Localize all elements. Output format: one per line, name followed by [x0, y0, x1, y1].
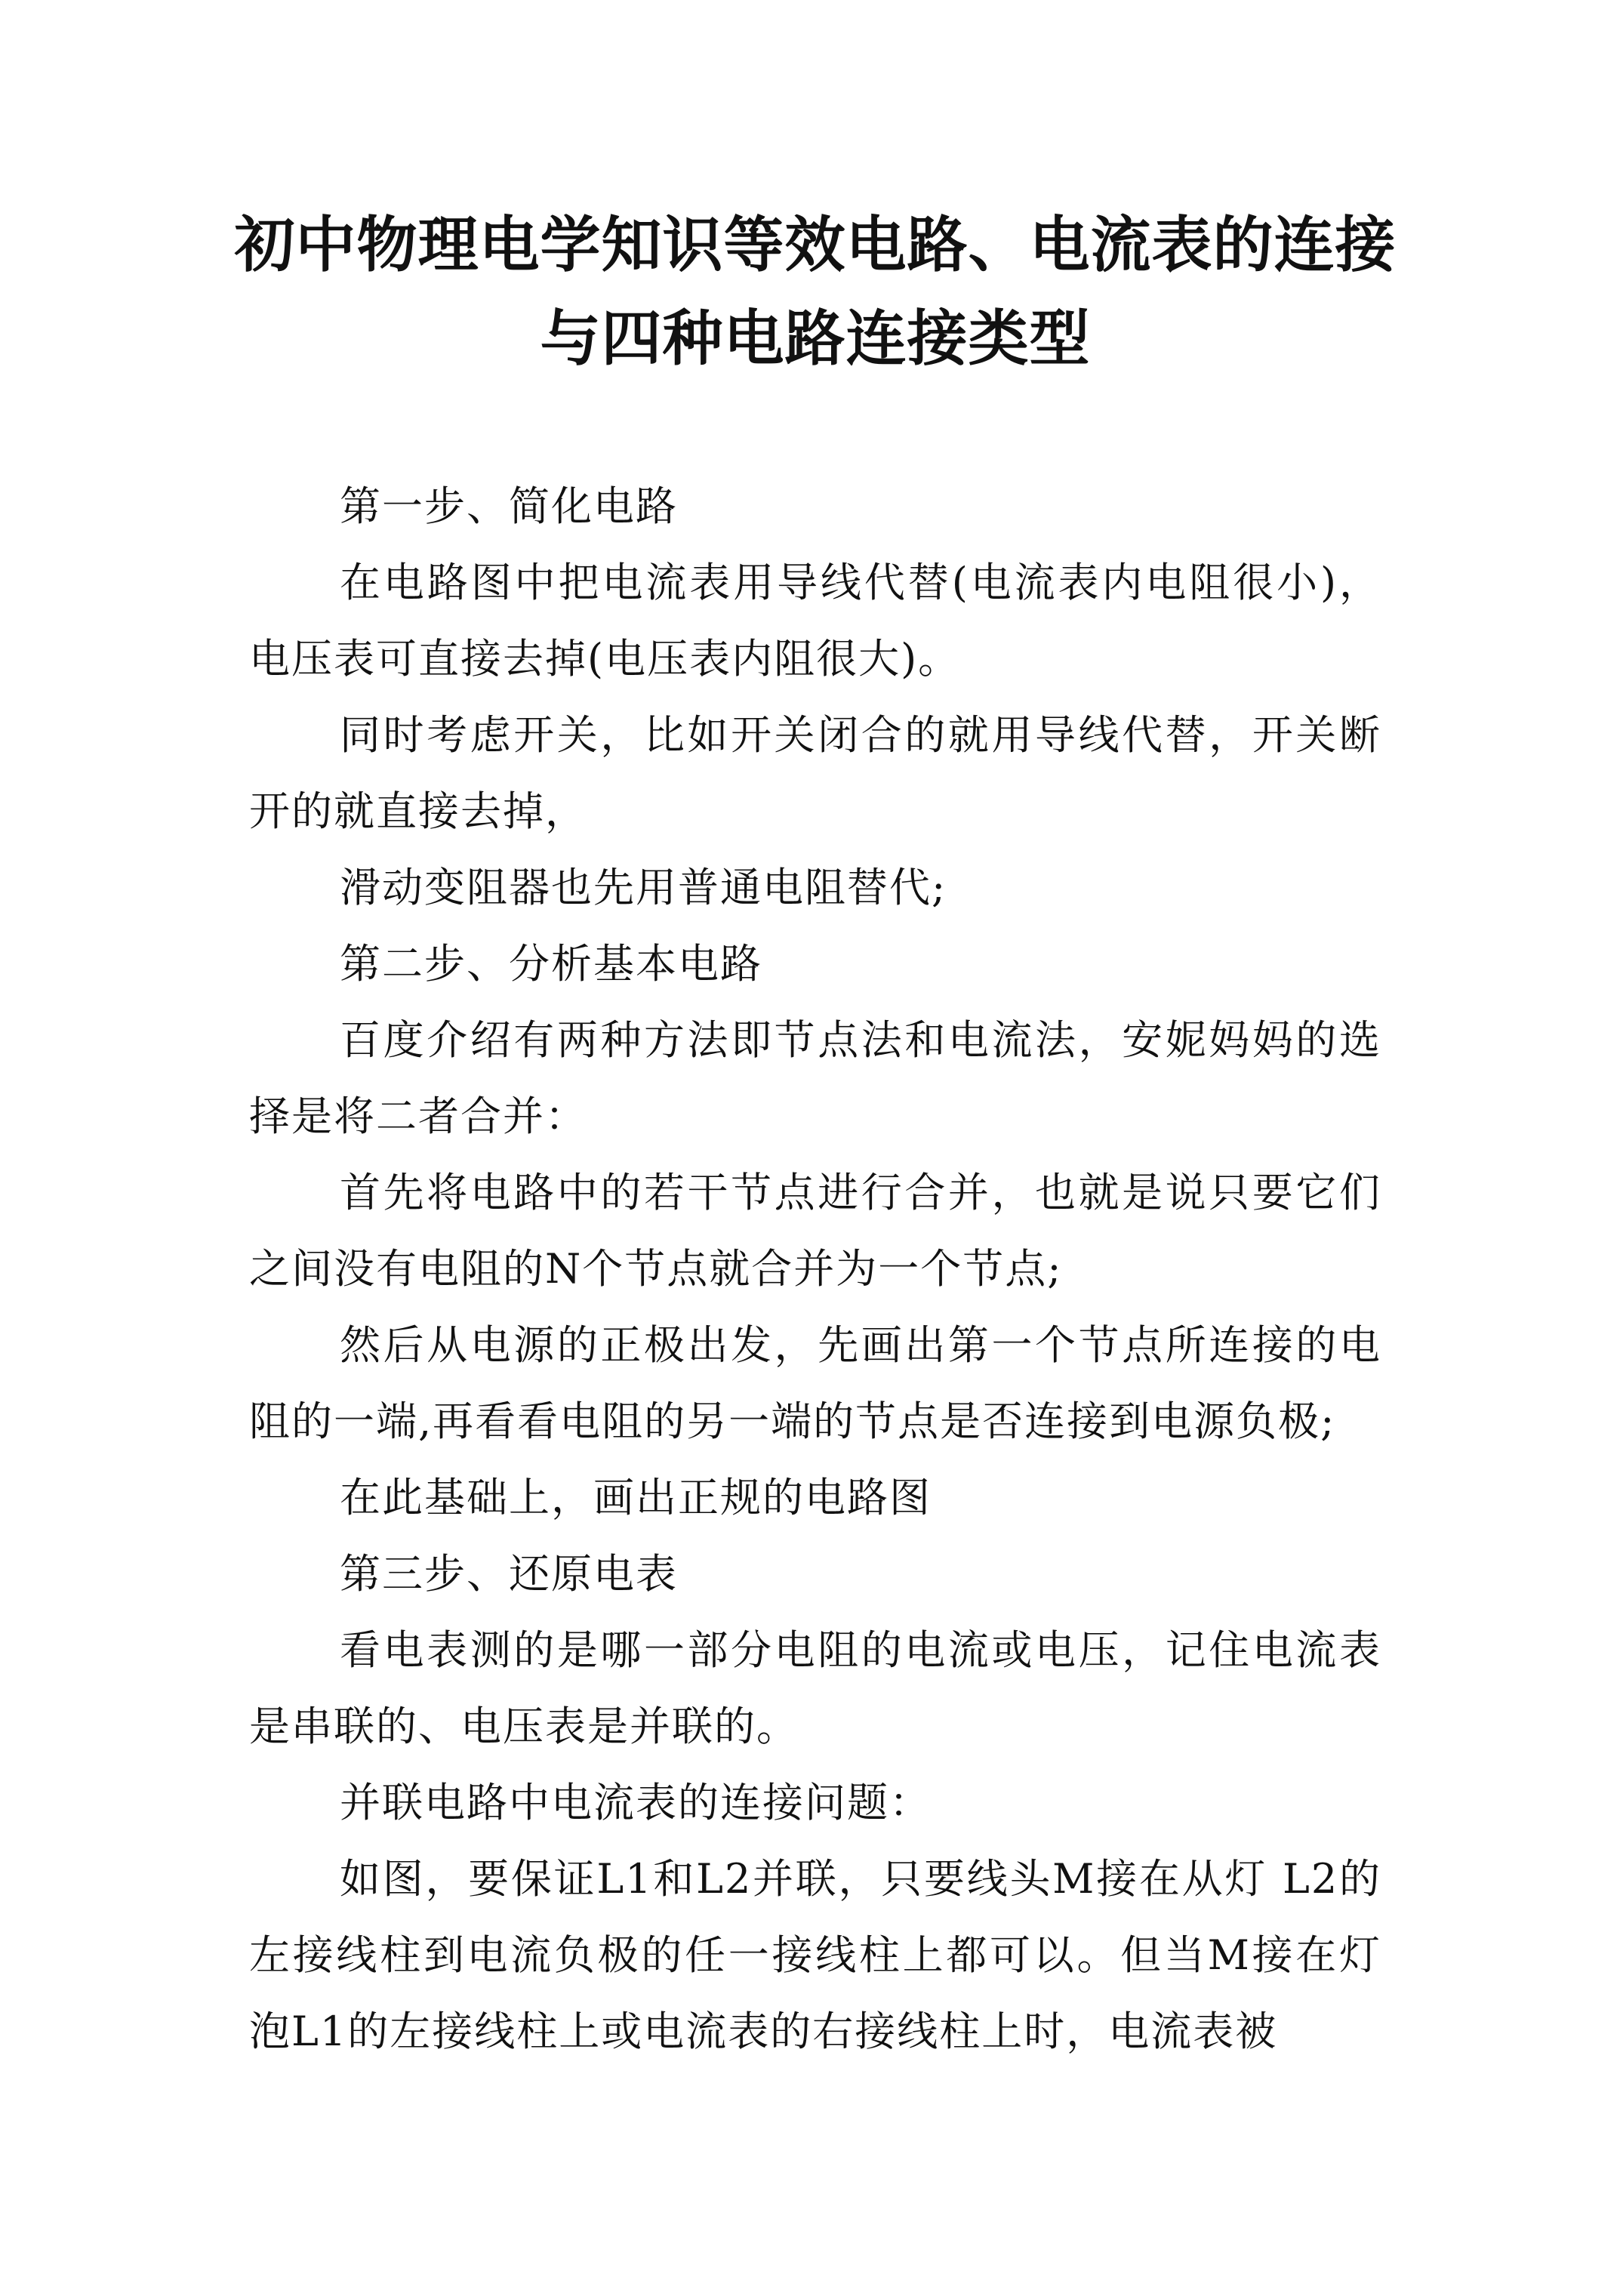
paragraph: 并联电路中电流表的连接问题： [340, 1779, 932, 1826]
paragraph: 在此基础上，画出正规的电路图 [340, 1474, 932, 1521]
paragraph: 看电表测的是哪一部分电阻的电流或电压，记住电流表是串联的、电压表是并联的。 [249, 1626, 1381, 1750]
paragraph-step-2-heading: 第二步、分析基本电路 [340, 940, 762, 988]
paragraph: 然后从电源的正极出发，先画出第一个节点所连接的电阻的一端,再看看电阻的另一端的节点是否连接到电源负极; [249, 1321, 1381, 1445]
paragraph: 滑动变阻器也先用普通电阻替代; [340, 864, 947, 911]
paragraph: 在电路图中把电流表用导线代替(电流表内电阻很小)，电压表可直接去掉(电压表内阻很大)。 [249, 559, 1381, 683]
paragraph-step-3-heading: 第三步、还原电表 [340, 1550, 678, 1598]
title-line-2: 与四种电路连接类型 [540, 303, 1091, 374]
paragraph: 如图，要保证L1和L2并联，只要线头M接在从灯 L2的左接线柱到电流负极的任一接线柱上都可以。但当M接在灯泡L1的左接线柱上或电流表的右接线柱上时，电流表被 [249, 1855, 1381, 2055]
title-line-1: 初中物理电学知识等效电路、电流表的连接 [234, 209, 1397, 280]
document-title [226, 198, 1404, 385]
paragraph-step-1-heading: 第一步、简化电路 [340, 482, 678, 530]
paragraph: 百度介绍有两种方法即节点法和电流法，安妮妈妈的选择是将二者合并： [249, 1016, 1381, 1140]
paragraph: 同时考虑开关，比如开关闭合的就用导线代替，开关断开的就直接去掉， [249, 711, 1381, 835]
paragraph: 首先将电路中的若干节点进行合并，也就是说只要它们之间没有电阻的N个节点就合并为一个节点; [249, 1169, 1381, 1293]
document-body [249, 468, 1381, 2069]
